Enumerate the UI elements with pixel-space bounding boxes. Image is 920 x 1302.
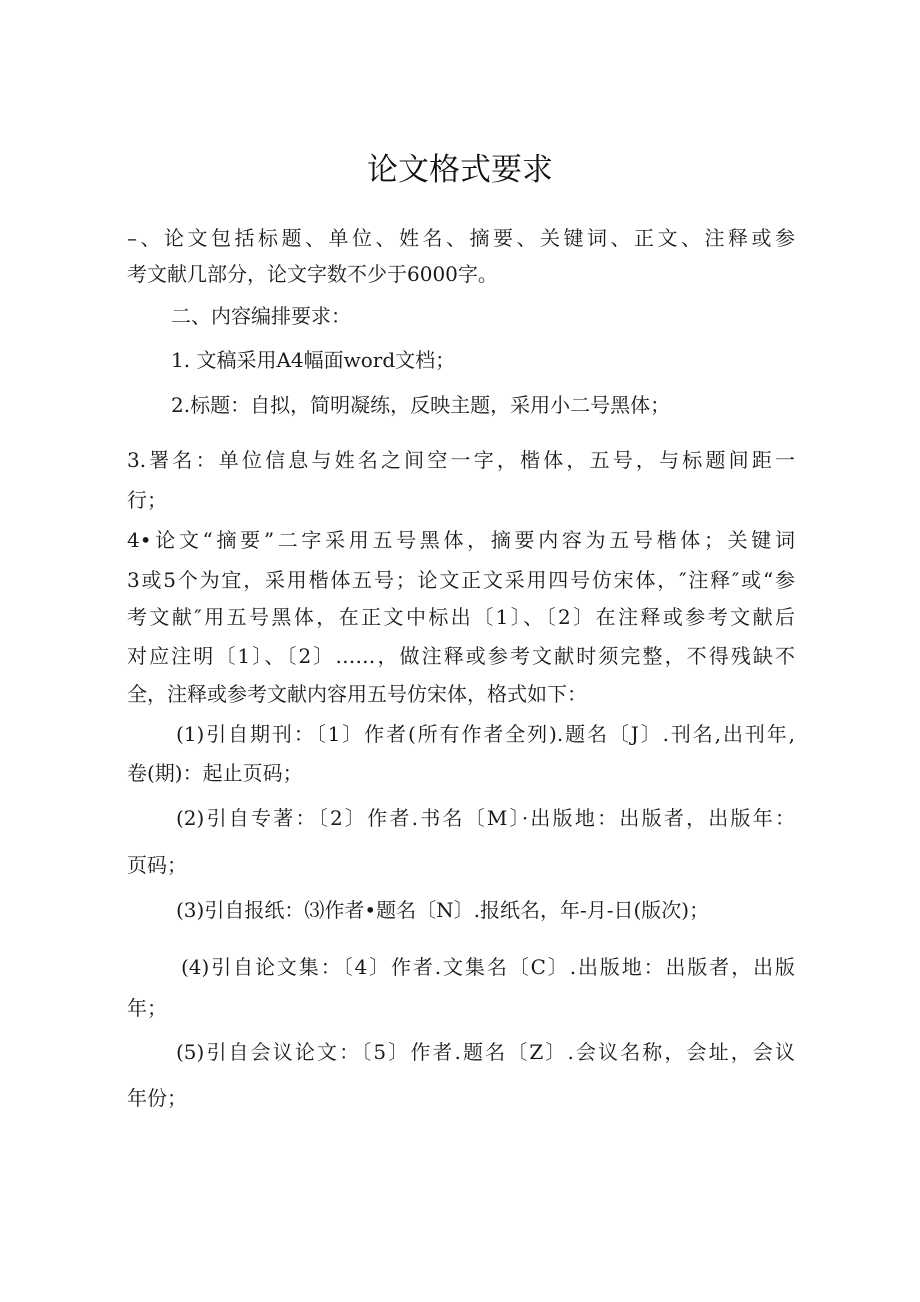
paragraph-line-1a: –、论文包括标题、单位、姓名、摘要、关键词、正文、注释或参 xyxy=(127,226,795,250)
paragraph-line-1b: 考文献几部分，论文字数不少于6000字。 xyxy=(127,262,498,286)
ref-format-1-line-a: (1)引自期刊：〔1〕作者(所有作者全列).题名〔J〕.刊名,出刊年, xyxy=(176,722,795,746)
ref-format-1-line-b: 卷(期)：起止页码； xyxy=(127,761,303,785)
item-4-line-d: 对应注明〔1〕、〔2〕……，做注释或参考文献时须完整，不得残缺不 xyxy=(127,644,795,668)
ref-format-3: (3)引自报纸：⑶作者•题名〔N〕.报纸名，年-月-日(版次)； xyxy=(176,898,710,922)
item-2: 2.标题：自拟，简明凝练，反映主题，采用小二号黑体； xyxy=(171,393,671,417)
ref-format-4-line-b: 年； xyxy=(127,996,167,1020)
item-3-line-b: 行； xyxy=(127,488,167,512)
section-heading-2: 二、内容编排要求： xyxy=(171,304,351,328)
item-4-line-b: 3或5个为宜，采用楷体五号；论文正文采用四号仿宋体，″注释″或“参 xyxy=(127,568,795,592)
ref-format-2-line-b: 页码； xyxy=(127,853,187,877)
item-4-line-a: 4•论文“摘要”二字采用五号黑体，摘要内容为五号楷体；关键词 xyxy=(127,528,795,552)
item-4-line-e: 全，注释或参考文献内容用五号仿宋体，格式如下： xyxy=(127,682,587,706)
document-title: 论文格式要求 xyxy=(367,152,553,188)
ref-format-2-line-a: (2)引自专著：〔2〕作者.书名〔M〕·出版地：出版者，出版年： xyxy=(176,806,795,830)
item-4-line-c: 考文献″用五号黑体，在正文中标出〔1〕、〔2〕在注释或参考文献后 xyxy=(127,605,795,629)
ref-format-5-line-a: (5)引自会议论文：〔5〕作者.题名〔Z〕.会议名称，会址，会议 xyxy=(176,1040,795,1064)
item-1: 1. 文稿采用A4幅面word文档； xyxy=(171,348,456,372)
ref-format-5-line-b: 年份； xyxy=(127,1086,187,1110)
item-3-line-a: 3.署名：单位信息与姓名之间空一字，楷体，五号，与标题间距一 xyxy=(127,448,795,472)
ref-format-4-line-a: (4)引自论文集：〔4〕作者.文集名〔C〕.出版地：出版者，出版 xyxy=(181,955,795,979)
